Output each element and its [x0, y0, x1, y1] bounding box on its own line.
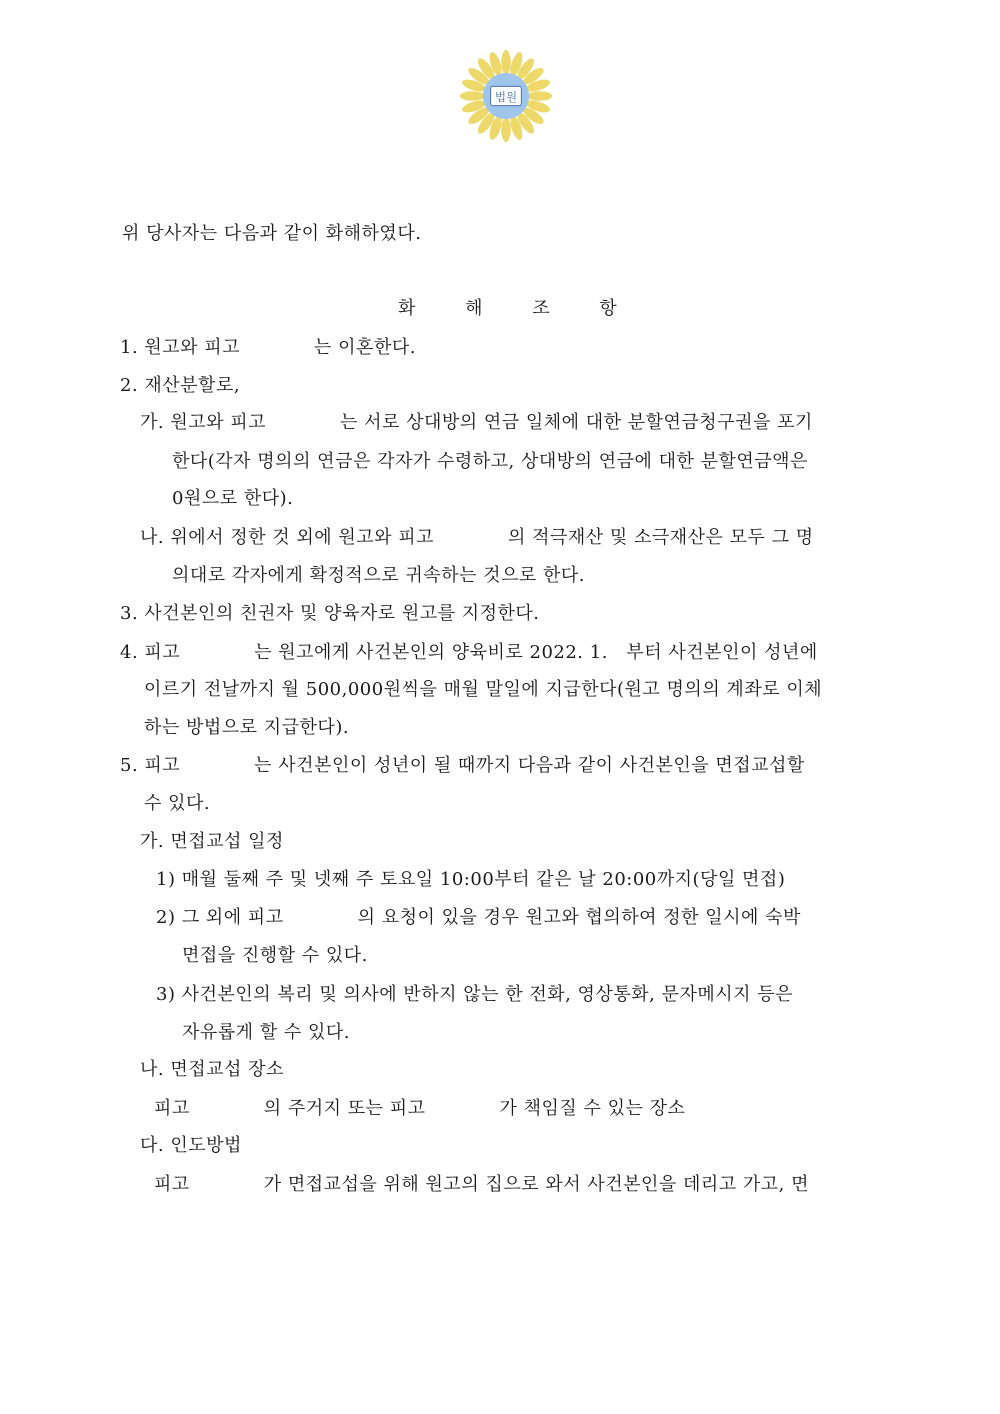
clause-1: 1. 원고와 피고 는 이혼한다. — [120, 337, 416, 358]
clause-5-na-body: 피고 의 주거지 또는 피고 가 책임질 수 있는 장소 — [154, 1098, 686, 1119]
clause-4-cont-2: 하는 방법으로 지급한다). — [144, 717, 350, 738]
clause-5-da: 다. 인도방법 — [140, 1135, 242, 1156]
clause-5-ga-2-cont: 면접을 진행할 수 있다. — [182, 945, 368, 966]
court-emblem-icon — [458, 48, 554, 144]
clause-5-ga-3: 3) 사건본인의 복리 및 의사에 반하지 않는 한 전화, 영상통화, 문자메시지 등은 — [156, 984, 793, 1005]
emblem-label: 법원 — [494, 89, 518, 104]
clause-5-ga-1: 1) 매월 둘째 주 및 넷째 주 토요일 10:00부터 같은 날 20:00까지(당일 면접) — [156, 869, 786, 890]
clause-2-ga: 가. 원고와 피고 는 서로 상대방의 연금 일체에 대한 분할연금청구권을 포기 — [140, 412, 813, 433]
section-title: 화 해 조 항 — [398, 298, 639, 319]
clause-2-na: 나. 위에서 정한 것 외에 원고와 피고 의 적극재산 및 소극재산은 모두 그 명 — [140, 527, 814, 548]
clause-4: 4. 피고 는 원고에게 사건본인의 양육비로 2022. 1. 부터 사건본인이 성년에 — [120, 642, 818, 663]
clause-5-ga: 가. 면접교섭 일정 — [140, 831, 284, 852]
emblem-petal — [527, 91, 552, 101]
clause-5-na: 나. 면접교섭 장소 — [140, 1059, 284, 1080]
clause-2-ga-cont-2: 0원으로 한다). — [172, 488, 294, 509]
emblem-petal — [460, 91, 485, 101]
clause-2: 2. 재산분할로, — [120, 375, 241, 396]
clause-5-ga-2: 2) 그 외에 피고 의 요청이 있을 경우 원고와 협의하여 정한 일시에 숙박 — [156, 907, 801, 928]
emblem-petal — [501, 50, 511, 75]
clause-5-ga-3-cont: 자유롭게 할 수 있다. — [182, 1022, 350, 1043]
emblem-petal — [501, 117, 511, 142]
clause-2-ga-cont-1: 한다(각자 명의의 연금은 각자가 수령하고, 상대방의 연금에 대한 분할연금액은 — [172, 451, 808, 472]
clause-3: 3. 사건본인의 친권자 및 양육자로 원고를 지정한다. — [120, 603, 540, 624]
clause-5: 5. 피고 는 사건본인이 성년이 될 때까지 다음과 같이 사건본인을 면접교섭할 — [120, 755, 805, 776]
clause-5-da-body: 피고 가 면접교섭을 위해 원고의 집으로 와서 사건본인을 데리고 가고, 면 — [154, 1174, 809, 1195]
clause-2-na-cont: 의대로 각자에게 확정적으로 귀속하는 것으로 한다. — [172, 565, 585, 586]
intro-text: 위 당사자는 다음과 같이 화해하였다. — [122, 223, 422, 244]
clause-5-cont: 수 있다. — [144, 793, 211, 814]
clause-4-cont-1: 이르기 전날까지 월 500,000원씩을 매월 말일에 지급한다(원고 명의의 계좌로 이체 — [144, 679, 823, 700]
